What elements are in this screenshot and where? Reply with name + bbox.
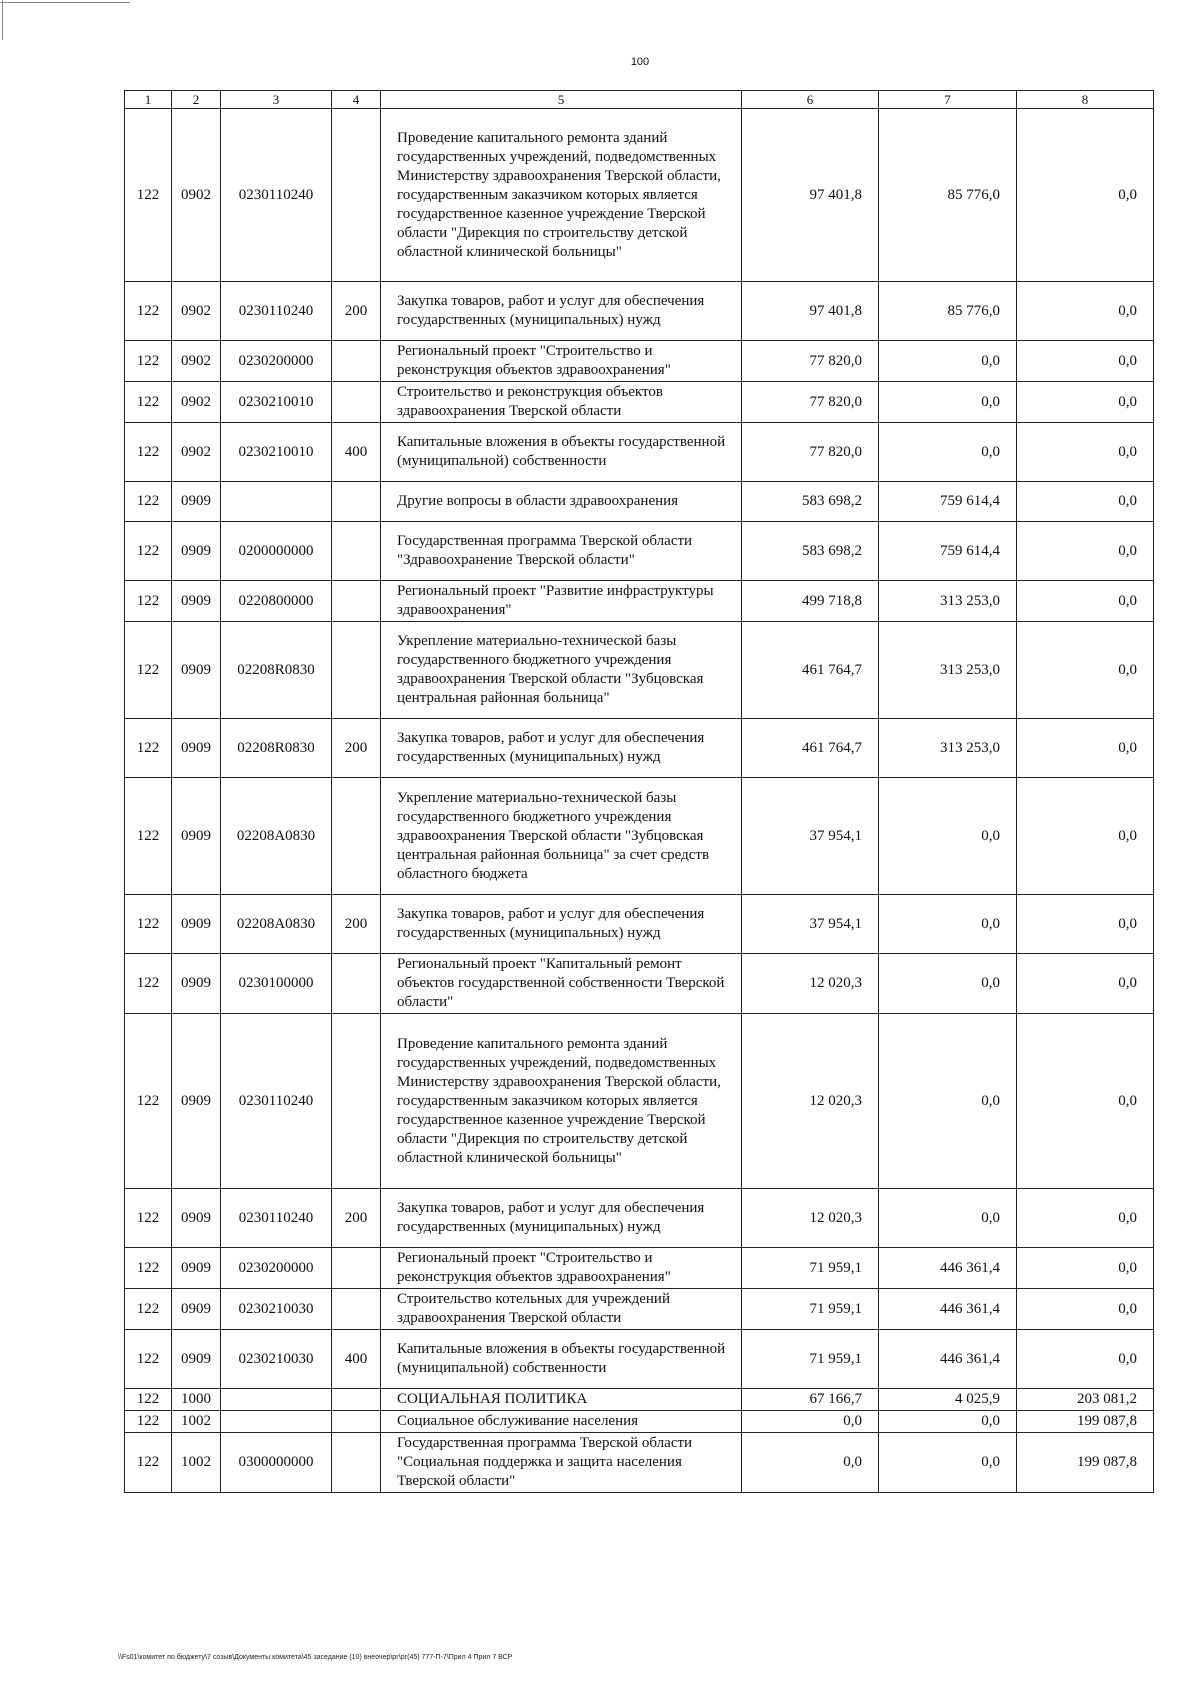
amount-col7: 0,0: [879, 1433, 1017, 1493]
admin-code: 122: [125, 581, 172, 622]
section-code: 0902: [172, 109, 221, 282]
admin-code: 122: [125, 341, 172, 382]
target-article-code: 0230110240: [221, 282, 332, 341]
amount-col7: 446 361,4: [879, 1248, 1017, 1289]
section-code: 0909: [172, 895, 221, 954]
target-article-code: 02208R0830: [221, 622, 332, 719]
amount-col8: 0,0: [1017, 622, 1154, 719]
amount-col8: 0,0: [1017, 719, 1154, 778]
expense-type-code: [332, 341, 381, 382]
amount-col7: 313 253,0: [879, 719, 1017, 778]
amount-col8: 0,0: [1017, 1248, 1154, 1289]
expense-type-code: [332, 622, 381, 719]
section-code: 0909: [172, 581, 221, 622]
expense-type-code: 200: [332, 1189, 381, 1248]
admin-code: 122: [125, 1289, 172, 1330]
target-article-code: 0230100000: [221, 954, 332, 1014]
table-row: [125, 522, 1154, 581]
admin-code: 122: [125, 109, 172, 282]
expense-type-code: [332, 382, 381, 423]
table-row: [125, 423, 1154, 482]
admin-code: 122: [125, 719, 172, 778]
table-row: [125, 778, 1154, 895]
section-code: 0902: [172, 382, 221, 423]
amount-col6: 461 764,7: [742, 622, 879, 719]
admin-code: 122: [125, 382, 172, 423]
table-row: [125, 109, 1154, 282]
item-name: Закупка товаров, работ и услуг для обеспечения государственных (муниципальных) нужд: [381, 719, 742, 778]
section-code: 0909: [172, 1248, 221, 1289]
amount-col7: 446 361,4: [879, 1289, 1017, 1330]
item-name: Государственная программа Тверской области "Социальная поддержка и защита населения Тверской области": [381, 1433, 742, 1493]
item-name: Строительство и реконструкция объектов здравоохранения Тверской области: [381, 382, 742, 423]
expense-type-code: 400: [332, 423, 381, 482]
amount-col6: 0,0: [742, 1433, 879, 1493]
amount-col6: 71 959,1: [742, 1289, 879, 1330]
table-row: [125, 622, 1154, 719]
amount-col6: 67 166,7: [742, 1389, 879, 1411]
admin-code: 122: [125, 522, 172, 581]
target-article-code: [221, 1389, 332, 1411]
section-code: 0909: [172, 1289, 221, 1330]
amount-col7: 759 614,4: [879, 482, 1017, 522]
expense-type-code: [332, 778, 381, 895]
expense-type-code: 400: [332, 1330, 381, 1389]
section-code: 0909: [172, 1014, 221, 1189]
admin-code: 122: [125, 1411, 172, 1433]
item-name: Проведение капитального ремонта зданий государственных учреждений, подведомственных Министерству здравоохранения Тверской области, государственным заказчиком которых является государственное казенное учреждение Тверской области "Дирекция по строительству детской областной клинической больницы": [381, 109, 742, 282]
section-code: 1002: [172, 1411, 221, 1433]
column-header: 6: [742, 91, 879, 109]
amount-col8: 0,0: [1017, 282, 1154, 341]
amount-col7: 313 253,0: [879, 622, 1017, 719]
amount-col8: 199 087,8: [1017, 1433, 1154, 1493]
item-name: Укрепление материально-технической базы государственного бюджетного учреждения здравоохранения Тверской области "Зубцовская центральная районная больница": [381, 622, 742, 719]
column-header: 3: [221, 91, 332, 109]
target-article-code: 0230110240: [221, 109, 332, 282]
column-number-row: [125, 91, 1154, 109]
expense-type-code: [332, 1289, 381, 1330]
table-body: [125, 109, 1154, 1493]
item-name: СОЦИАЛЬНАЯ ПОЛИТИКА: [381, 1389, 742, 1411]
amount-col8: 0,0: [1017, 109, 1154, 282]
item-name: Региональный проект "Строительство и реконструкция объектов здравоохранения": [381, 1248, 742, 1289]
table-row: [125, 1189, 1154, 1248]
table-row: [125, 1389, 1154, 1411]
amount-col6: 37 954,1: [742, 895, 879, 954]
amount-col6: 77 820,0: [742, 382, 879, 423]
target-article-code: 0230210030: [221, 1330, 332, 1389]
section-code: 0902: [172, 423, 221, 482]
amount-col7: 0,0: [879, 1014, 1017, 1189]
admin-code: 122: [125, 1189, 172, 1248]
amount-col6: 12 020,3: [742, 954, 879, 1014]
target-article-code: 0230200000: [221, 1248, 332, 1289]
target-article-code: 0230210010: [221, 382, 332, 423]
table-row: [125, 954, 1154, 1014]
admin-code: 122: [125, 1330, 172, 1389]
item-name: Строительство котельных для учреждений здравоохранения Тверской области: [381, 1289, 742, 1330]
amount-col6: 77 820,0: [742, 423, 879, 482]
table-row: [125, 1330, 1154, 1389]
section-code: 0902: [172, 282, 221, 341]
amount-col8: 0,0: [1017, 1189, 1154, 1248]
expense-type-code: [332, 954, 381, 1014]
section-code: 0902: [172, 341, 221, 382]
amount-col7: 0,0: [879, 382, 1017, 423]
amount-col6: 97 401,8: [742, 109, 879, 282]
target-article-code: 0230210010: [221, 423, 332, 482]
section-code: 0909: [172, 1330, 221, 1389]
column-header: 7: [879, 91, 1017, 109]
admin-code: 122: [125, 622, 172, 719]
target-article-code: 0230200000: [221, 341, 332, 382]
amount-col6: 71 959,1: [742, 1330, 879, 1389]
amount-col6: 0,0: [742, 1411, 879, 1433]
expense-type-code: 200: [332, 282, 381, 341]
target-article-code: [221, 1411, 332, 1433]
admin-code: 122: [125, 482, 172, 522]
item-name: Укрепление материально-технической базы государственного бюджетного учреждения здравоохранения Тверской области "Зубцовская центральная районная больница" за счет средств областного бюджета: [381, 778, 742, 895]
amount-col6: 461 764,7: [742, 719, 879, 778]
column-header: 2: [172, 91, 221, 109]
target-article-code: 02208R0830: [221, 719, 332, 778]
column-header: 8: [1017, 91, 1154, 109]
expense-type-code: [332, 1411, 381, 1433]
section-code: 1002: [172, 1433, 221, 1493]
admin-code: 122: [125, 282, 172, 341]
amount-col7: 85 776,0: [879, 109, 1017, 282]
column-header: 4: [332, 91, 381, 109]
target-article-code: 0300000000: [221, 1433, 332, 1493]
table-row: [125, 1014, 1154, 1189]
amount-col8: 0,0: [1017, 482, 1154, 522]
item-name: Закупка товаров, работ и услуг для обеспечения государственных (муниципальных) нужд: [381, 282, 742, 341]
amount-col6: 583 698,2: [742, 522, 879, 581]
table-row: [125, 1289, 1154, 1330]
item-name: Региональный проект "Строительство и реконструкция объектов здравоохранения": [381, 341, 742, 382]
amount-col8: 0,0: [1017, 954, 1154, 1014]
amount-col7: 446 361,4: [879, 1330, 1017, 1389]
amount-col8: 0,0: [1017, 522, 1154, 581]
page-number: 100: [630, 56, 650, 68]
amount-col6: 77 820,0: [742, 341, 879, 382]
expense-type-code: [332, 482, 381, 522]
section-code: 0909: [172, 954, 221, 1014]
amount-col6: 12 020,3: [742, 1189, 879, 1248]
amount-col6: 499 718,8: [742, 581, 879, 622]
admin-code: 122: [125, 1248, 172, 1289]
admin-code: 122: [125, 895, 172, 954]
table-row: [125, 1433, 1154, 1493]
scan-edge-mark: [0, 2, 130, 3]
amount-col8: 0,0: [1017, 778, 1154, 895]
admin-code: 122: [125, 954, 172, 1014]
target-article-code: 0230210030: [221, 1289, 332, 1330]
section-code: 0909: [172, 482, 221, 522]
amount-col7: 0,0: [879, 423, 1017, 482]
amount-col8: 203 081,2: [1017, 1389, 1154, 1411]
table-row: [125, 719, 1154, 778]
item-name: Другие вопросы в области здравоохранения: [381, 482, 742, 522]
item-name: Региональный проект "Капитальный ремонт объектов государственной собственности Тверской области": [381, 954, 742, 1014]
column-header: 5: [381, 91, 742, 109]
section-code: 0909: [172, 1189, 221, 1248]
scan-edge-mark-vertical: [2, 0, 3, 40]
table-row: [125, 895, 1154, 954]
section-code: 0909: [172, 778, 221, 895]
target-article-code: 0230110240: [221, 1189, 332, 1248]
budget-table: [124, 90, 1154, 1493]
item-name: Закупка товаров, работ и услуг для обеспечения государственных (муниципальных) нужд: [381, 1189, 742, 1248]
amount-col7: 0,0: [879, 1189, 1017, 1248]
admin-code: 122: [125, 1014, 172, 1189]
target-article-code: [221, 482, 332, 522]
table-row: [125, 1411, 1154, 1433]
expense-type-code: 200: [332, 895, 381, 954]
admin-code: 122: [125, 778, 172, 895]
amount-col7: 4 025,9: [879, 1389, 1017, 1411]
amount-col6: 71 959,1: [742, 1248, 879, 1289]
table-row: [125, 341, 1154, 382]
section-code: 0909: [172, 622, 221, 719]
expense-type-code: [332, 1389, 381, 1411]
section-code: 1000: [172, 1389, 221, 1411]
table-row: [125, 482, 1154, 522]
expense-type-code: [332, 1014, 381, 1189]
section-code: 0909: [172, 522, 221, 581]
amount-col7: 85 776,0: [879, 282, 1017, 341]
expense-type-code: [332, 109, 381, 282]
amount-col8: 0,0: [1017, 1330, 1154, 1389]
amount-col8: 0,0: [1017, 341, 1154, 382]
amount-col6: 97 401,8: [742, 282, 879, 341]
item-name: Капитальные вложения в объекты государственной (муниципальной) собственности: [381, 1330, 742, 1389]
amount-col7: 759 614,4: [879, 522, 1017, 581]
target-article-code: 0220800000: [221, 581, 332, 622]
amount-col7: 0,0: [879, 895, 1017, 954]
admin-code: 122: [125, 1433, 172, 1493]
amount-col7: 0,0: [879, 1411, 1017, 1433]
amount-col7: 0,0: [879, 341, 1017, 382]
column-header: 1: [125, 91, 172, 109]
admin-code: 122: [125, 1389, 172, 1411]
amount-col8: 0,0: [1017, 895, 1154, 954]
amount-col7: 0,0: [879, 954, 1017, 1014]
section-code: 0909: [172, 719, 221, 778]
item-name: Проведение капитального ремонта зданий государственных учреждений, подведомственных Министерству здравоохранения Тверской области, государственным заказчиком которых является государственное казенное учреждение Тверской области "Дирекция по строительству детской областной клинической больницы": [381, 1014, 742, 1189]
expense-type-code: [332, 1433, 381, 1493]
item-name: Региональный проект "Развитие инфраструктуры здравоохранения": [381, 581, 742, 622]
amount-col6: 12 020,3: [742, 1014, 879, 1189]
table-row: [125, 581, 1154, 622]
amount-col8: 199 087,8: [1017, 1411, 1154, 1433]
target-article-code: 02208A0830: [221, 778, 332, 895]
amount-col8: 0,0: [1017, 1014, 1154, 1189]
target-article-code: 0230110240: [221, 1014, 332, 1189]
amount-col8: 0,0: [1017, 423, 1154, 482]
table-row: [125, 382, 1154, 423]
table-row: [125, 282, 1154, 341]
target-article-code: 02208A0830: [221, 895, 332, 954]
expense-type-code: 200: [332, 719, 381, 778]
amount-col6: 583 698,2: [742, 482, 879, 522]
expense-type-code: [332, 581, 381, 622]
table-row: [125, 1248, 1154, 1289]
amount-col6: 37 954,1: [742, 778, 879, 895]
expense-type-code: [332, 1248, 381, 1289]
amount-col8: 0,0: [1017, 382, 1154, 423]
item-name: Закупка товаров, работ и услуг для обеспечения государственных (муниципальных) нужд: [381, 895, 742, 954]
admin-code: 122: [125, 423, 172, 482]
amount-col8: 0,0: [1017, 1289, 1154, 1330]
target-article-code: 0200000000: [221, 522, 332, 581]
amount-col8: 0,0: [1017, 581, 1154, 622]
item-name: Капитальные вложения в объекты государственной (муниципальной) собственности: [381, 423, 742, 482]
expense-type-code: [332, 522, 381, 581]
item-name: Государственная программа Тверской области "Здравоохранение Тверской области": [381, 522, 742, 581]
amount-col7: 0,0: [879, 778, 1017, 895]
item-name: Социальное обслуживание населения: [381, 1411, 742, 1433]
footer-file-path: \\Fs01\комитет по бюджету\7 созыв\Документы комитета\45 заседание (10) внеочер\рг\рг(45) 777-П-7\Прил 4 Прил 7 ВСР: [118, 1654, 513, 1661]
amount-col7: 313 253,0: [879, 581, 1017, 622]
